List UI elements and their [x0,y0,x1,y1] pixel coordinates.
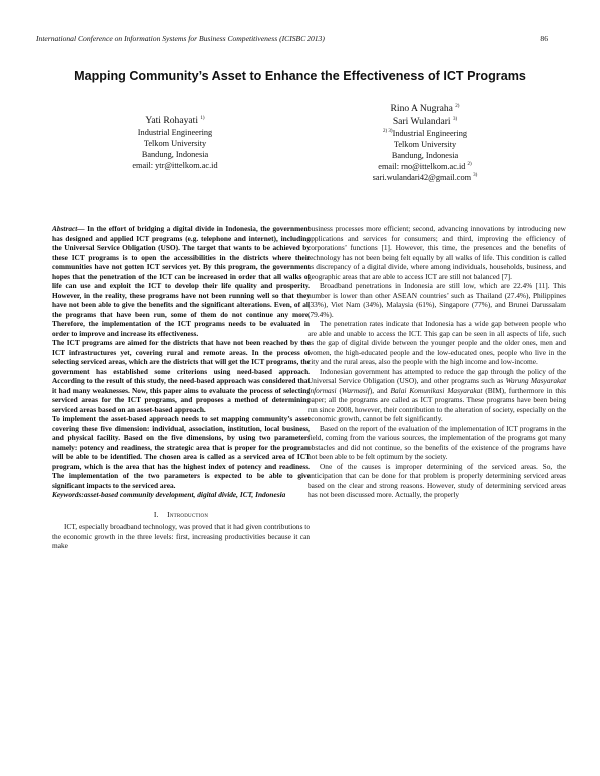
running-header [36,34,548,43]
author-name: Sari Wulandari $^{3)}$ [392,116,458,127]
author-email: email: rno@ittelkom.ac.id $^{2)}$ [378,162,472,171]
author-email: sari.wulandari42@gmail.com $^{3)}$ [372,173,478,182]
author-email: email: ytr@ittelkom.ac.id [132,161,218,170]
body-paragraph: Based on the report of the evaluation of the implementation of ICT programs in the field, coming from the various sources, the implementation of the programs got many obstacles and did not continue, so the benefits of the existence of the programs have not been able to be felt optimum by the society. [308,423,566,461]
body-paragraph: The penetration rates indicate that Indonesia has a wide gap between people who are able and unable to access the ICT. This gap can be seen in all aspects of life, such as the gap of digital divide between the younger people and the older ones, men and women, the high-educated people and the low-educated ones, people who live in the city and the rural areas, also the people with the high income and low-income. [308,319,566,366]
author-dept: $^{2) 3)}$Industrial Engineering [382,129,467,138]
keywords: Keywords:asset-based community development, digital divide, ICT, Indonesia [52,490,286,499]
body-paragraph: Broadband penetrations in Indonesia are still low, which are 22.4% [11]. This number is lower than other ASEAN countries’ such as Thailand (27.4%), Philippines (33%), Viet Nam (34%), Malaysia (61%), Singapore (77%), and Brunei Darussalam (79.4%). [308,281,566,319]
body-paragraph: ICT, especially broadband technology, was proved that it had given contributions to the economic growth in the three levels: first, increasing productivities because it can make [52,522,310,550]
author-dept: Industrial Engineering [137,128,213,137]
abstract-paragraph: The ICT programs are aimed for the districts that have not been reached by the ICT infrastructures yet, covering rural and remote areas. In the process of selecting serviced areas, which are the districts that will get the ICT programs, the government has established some criterions using need-based approach. According to the result of this study, the need-based approach was considered that it had many weaknesses. Now, this paper aims to evaluate the process of selecting serviced areas for the ICT programs, and proposes a method of determining serviced areas based on an asset-based approach. [52,338,310,414]
body-paragraph: One of the causes is improper determining of the serviced areas. So, the anticipation that can be done for that problem is properly determining serviced areas based on the clear and strong reasons. However, study of determining serviced areas has not been discussed more. Actually, the properly [308,461,566,499]
section-heading: I. Introduction [153,509,209,519]
body-paragraph: Indonesian government has attempted to reduce the gap through the policy of the Universal Service Obligation (USO), and other programs such as Warung Masyarakat Informasi (Warmasif), and Balai Komunikasi Masyarakat (BIM), furthermore in this paper; all the programs are called as ICT programs. These programs have been being run since 2008, however, their contribution to the alteration of society, especially on the economic growth, cannot be felt significantly. [308,366,567,423]
conference-name: International Conference on Information Systems for Business Competitiveness (ICISBC 2013) [36,34,325,43]
body-paragraph: business processes more efficient; second, advancing innovations by introducing new applications and services for consumers; and third, improving the efficiency of corporations’ functions [1]. However, this time, the presences and the benefits of technology has not been being felt equally by all walks of life. This condition is called as discrepancy of a digital divide, where among individuals, households, business, and geographic areas that are able to access ICT are still not balanced [7]. [308,224,566,281]
author-university: Telkom University [143,139,207,148]
author-block-1 [90,114,260,171]
abstract-paragraph: Abstract— In the effort of bridging a digital divide in Indonesia, the government has designed and applied ICT programs (e.g. telephone and internet), including the Universal Service Obligation (USO). The target that wants to be achieved by these ICT programs is to open the accessibilities in the districts where their communities have not gotten ICT services yet. By this program, the government hopes that the penetration of the ICT can be increased in order that all walks of life can use and exploit the ICT to develop their life quality and prosperity. However, in the reality, these programs have not been running well so that they have not been able to give the benefits and the significant alterations. Even, of all the programs that have been run, some of them do not continue any more. Therefore, the implementation of the ICT programs needs to be evaluated in order to improve and increase its effectiveness. [52,224,310,338]
abstract-paragraph: To implement the asset-based approach needs to set mapping community’s asset covering these five dimension: individual, association, institution, local business, and physical facility. Based on the five dimensions, by using two parameters namely: potency and readiness, the strategic area that is proper for the program will be able to be identified. The chosen area is called as a serviced area of ICT program, which is the area that has the highest index of potency and readiness. The implementation of the two parameters is expected to be able to give significant impacts to the serviced area. [52,414,310,490]
paper-title: Mapping Community’s Asset to Enhance the Effectiveness of ICT Programs [74,69,526,83]
right-column [308,224,566,500]
author-name: Yati Rohayati $^{1)}$ [145,115,205,126]
left-column [52,224,310,551]
page-number: 86 [540,34,548,43]
author-city: Bandung, Indonesia [391,151,459,160]
author-university: Telkom University [393,140,457,149]
author-block-2 [345,102,505,183]
author-name: Rino A Nugraha $^{2)}$ [390,103,460,114]
author-city: Bandung, Indonesia [141,150,209,159]
